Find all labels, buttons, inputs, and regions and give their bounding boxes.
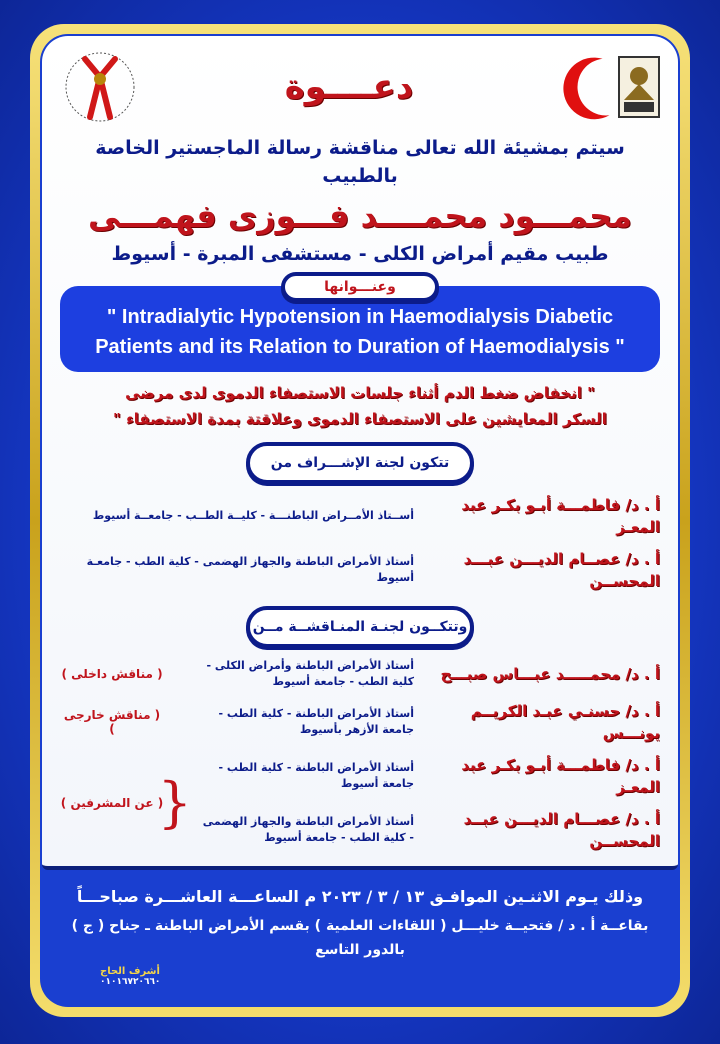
- thesis-section: [60, 279, 660, 372]
- candidate-position: طبيب مقيم أمراض الكلى - مستشفى المبرة - أسيوط: [111, 243, 609, 265]
- designer-phone: ٠١٠١٦٧٢٠٦٦٠: [100, 977, 161, 987]
- red-crescent-logo: [558, 48, 618, 126]
- examiner-role: ( مناقش خارجى ): [63, 708, 161, 736]
- member-name: أ . د/ فاطمـــة أبـو بكـر عبد المعـز: [461, 756, 660, 796]
- thesis-label: وعنـــوانها: [281, 272, 439, 302]
- venue-line: بقاعــة أ . د / فتحيــة خليـــل ( اللقاءات العلمية ) بقسم الأمراض الباطنة ـ جناح ( ج ) بالدور التاسع: [71, 918, 649, 958]
- examiners-list: [60, 658, 660, 852]
- thesis-line: Patients and its Relation to Duration of Haemodialysis ": [95, 336, 625, 358]
- blue-panel: [40, 34, 680, 1007]
- member-name: أ . د/ فاطمـــة أبـو بكـر عبد المعـز: [461, 496, 660, 536]
- member-affiliation: أستاذ الأمراض الباطنة والجهاز الهضمى - كلية الطب - جامعة أسيوط: [202, 815, 414, 844]
- member-name: أ . د/ عصـــام الديـــن عبــد المحســن: [463, 810, 660, 850]
- gold-frame: [30, 24, 690, 1017]
- date-line: وذلك يـوم الاثنـين الموافـق ١٣ / ٣ / ٢٠٢٣ م الساعـــة العاشـــرة صباحـــاً: [76, 887, 644, 906]
- thesis-title-arabic-1: " انخفاض ضغط الدم أثناء جلسات الاستصفاء الدموى لدى مرضى: [125, 384, 595, 402]
- header: [60, 44, 660, 130]
- examiner-group-role: ( عن المشرفين ): [60, 796, 164, 810]
- invitation-title: دعــــوة: [284, 67, 414, 107]
- member-affiliation: أستاذ الأمراض الباطنة وأمراض الكلى - كلية الطب - جامعة أسيوط: [206, 659, 414, 688]
- member-affiliation: أستاذ الأمراض الباطنة والجهاز الهضمى - كلية الطب - جامعـة أسيوط: [86, 555, 414, 584]
- thesis-title-arabic-2: السكر المعايشين على الاستصفاء الدموى وعلاقتة بمدة الاستصفاء ": [113, 410, 607, 428]
- brace-symbol: {: [157, 771, 192, 834]
- member-affiliation: أستاذ الأمراض الباطنة - كلية الطب - جامعة الأزهر بأسيوط: [218, 707, 414, 736]
- member-name: أ . د/ عصــام الديـــن عبـــد المحســن: [463, 550, 660, 590]
- member-affiliation: أســتاذ الأمــراض الباطنـــة - كليــة الطــب - جامعــة أسيوط: [92, 509, 414, 522]
- examiner-role: ( مناقش داخلى ): [61, 667, 163, 681]
- designer-name: أشرف الحاج: [100, 966, 160, 977]
- supervisors-label: تتكون لجنة الإشـــراف من: [246, 442, 474, 484]
- member-name: أ . د/ حسنـي عبـد الكريــم يونـــس: [470, 702, 660, 742]
- designer-signature: [60, 966, 660, 987]
- white-panel: [42, 36, 678, 870]
- candidate-name: محمـــود محمــــد فـــوزى فهمـــى: [88, 197, 632, 235]
- intro-text: سيتم بمشيئة الله تعالى مناقشة رسالة الماجستير الخاصة بالطبيب: [95, 137, 625, 187]
- member-affiliation: أستاذ الأمراض الباطنة - كلية الطب - جامعة أسيوط: [218, 761, 414, 790]
- thesis-line: " Intradialytic Hypotension in Haemodialysis Diabetic: [106, 306, 614, 328]
- footer: [42, 870, 678, 1005]
- member-name: أ . د/ محمـــــد عبـــاس صبـــح: [440, 665, 660, 683]
- nephrology-society-logo: [60, 47, 140, 127]
- right-logos: [558, 48, 660, 126]
- examiners-label: وتتكــون لجنـة المنـاقشــة مــن: [246, 606, 474, 648]
- supervisors-list: [60, 494, 660, 592]
- assiut-university-logo: [618, 56, 660, 118]
